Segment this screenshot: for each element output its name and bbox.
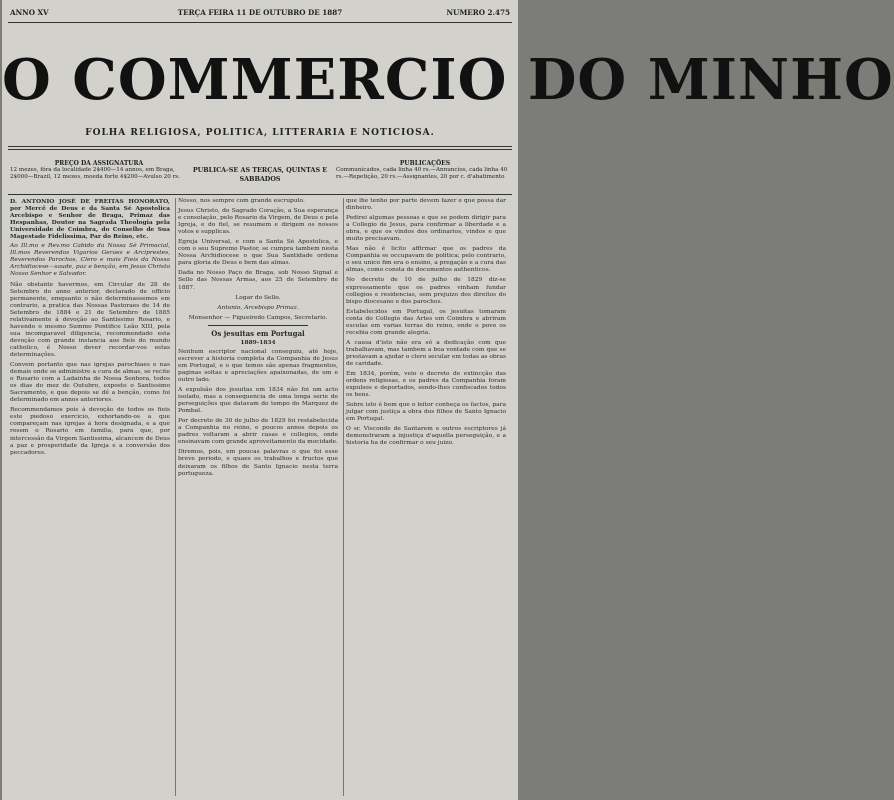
- paragraph: Egreja Universal, e com a Santa Sé Apostolica, e com o seu Supremo Pastor, se cumpra tambem nesta Nossa Archidiocese o que Sua Santidade ordena para gloria de Deus e bem das almas.: [178, 239, 338, 267]
- signature-secretary: Monsenhor — Figueiredo Campos, Secretario.: [188, 314, 328, 321]
- header-top-line: [8, 8, 512, 20]
- article-dates: 1889-1834: [240, 338, 276, 346]
- header-rule-bottom: [8, 194, 512, 195]
- article-columns: [8, 198, 512, 796]
- paragraph: Mas não é licito affirmar que os padres da Companhia se occupavam de politica; pelo contrario, o seu unico fim era o ensino, a pregação e a cura das almas, como consta de documentos authenticos.: [346, 246, 506, 274]
- publications-text: Communicados, cada linha 40 rs.—Annuncios, cada linha 40 rs.—Repetição, 20 rs.—Assignantes, 20 por c. d'abatimento: [336, 167, 508, 180]
- paragraph: No decreto de 10 de julho de 1829 diz-se expressamente que os padres vinham fundar collegios e residencias, sem prejuizo dos direitos do bispo diocesano e dos parochos.: [346, 277, 506, 305]
- header-rule-mid-2: [8, 149, 512, 150]
- seal-line: Logar do Sello.: [235, 294, 281, 301]
- subscription-text: 12 mezes, fóra da localidade 2$400—14 annos, em Braga, 2$000—Brazil, 12 mezes, moeda forte 4$200—Avulso 20 rs.: [10, 167, 180, 180]
- paragraph: O sr. Visconde de Santarem e outros escriptores já demonstraram a injustiça d'aquella perseguição, e a historia ha de confirmar o seu juizo.: [346, 426, 506, 447]
- paragraph: Pedirei algumas pessoas e que se podem dirigir para a Collegio de Jesus, para confirmar a liberdade e a obra, e que os vindos dos ordinarios, vindos e que muito precisavam.: [346, 215, 506, 243]
- paragraph: Não obstante havermos, em Circular de 28 de Setembro do anno anterior, declarado de officio permanente, emquanto o não determinassemos em contrario, a pratica das Nossas Pastoraes de 14 de Setembro de 1884 e 21 de Setembro de 1885 relativamente á devoção ao Santissimo Rosario, e havendo o mesmo Summo Pontifice Leão XIII, pela sua incomparavel diligencia, recommendado esta devoção com grande instancia aos fieis do mundo catholico, é Nosso dever recordar-vos estas determinações.: [10, 281, 170, 358]
- paragraph: A expulsão dos jesuitas em 1834 não foi um acto isolado, mas a consequencia de uma longa serie de perseguições que datavam do tempo do Marquez de Pombal.: [178, 387, 338, 415]
- publications-box: [336, 160, 514, 192]
- column-3: [346, 198, 506, 796]
- paragraph: Estabelecidos em Portugal, os jesuitas tomaram conta do Collegio das Artes em Coimbra e abriram escolas em varias terras do reino, onde o povo os recebia com grande alegria.: [346, 308, 506, 336]
- paragraph: Sobre isto é bom que o leitor conheça os factos, para julgar com justiça a obra dos filhos de Santo Ignacio em Portugal.: [346, 402, 506, 423]
- paragraph: Nosso, nos sempre com grande escrupulo.: [178, 198, 305, 204]
- header-rule-mid: [8, 146, 512, 147]
- newspaper-page: [2, 0, 894, 800]
- section-divider: [208, 325, 308, 326]
- pastoral-heading: D. ANTONIO JOSÉ DE FREITAS HONORATO, por Mercê de Deus e da Santa Sé Apostolica Arcebispo e Senhor de Braga, Primaz das Hespanhas, Doutor na Sagrada Theologia pela Universidade de Coimbra, do Conselho de Sua Magestade Fidelissima, Par do Reino, etc.: [10, 198, 170, 241]
- article-title-jesuitas: Os jesuitas em Portugal: [211, 328, 305, 338]
- paragraph: Dada no Nosso Paço de Braga, sob Nosso Signal e Sello das Nossas Armas, aos 25 de Setembro de 1887.: [178, 270, 338, 291]
- issue-year: ANNO XV: [10, 8, 49, 17]
- paragraph: Nenhum escriptor nacional conseguiu, até hoje, escrever a historia completa da Companhia de Jesus em Portugal, e o que temos são apenas fragmentos, paginas soltas e apreciações apaixonadas, de um e outro lado.: [178, 348, 338, 383]
- paragraph: Por decreto de 30 de julho de 1829 foi restabelecida a Companhia no reino, e poucos annos depois os padres voltaram a abrir casas e collegios, onde ensinavam com grande aproveitamento da mocidade.: [178, 418, 338, 446]
- paragraph: que lhe tenho por parte devem fazer e que possa dar dinheiro.: [346, 198, 506, 212]
- publication-days: PUBLICA-SE AS TERÇAS, QUINTAS E SABBADOS: [192, 166, 328, 183]
- subscription-box: [10, 160, 188, 192]
- masthead-title: O COMMERCIO DO MINHO: [2, 47, 894, 113]
- paragraph: Recommendamos pois á devoção de todos os fieis este piedoso exercicio, exhortando-os a que compareçam nas igrejas á hora designada, e a que resem o Rosario em familia, para que, por intercessão da Virgem Santissima, alcancem de Deus a paz e prosperidade da Igreja e a conversão dos peccadores.: [10, 407, 170, 456]
- issue-number: NUMERO 2.475: [446, 8, 510, 17]
- header-rule-top: [8, 22, 512, 23]
- paragraph: A causa d'isto não era só a dedicação com que trabalhavam, mas tambem a boa vontade com que se prestavam a ajudar o clero secular em todas as obras de caridade.: [346, 339, 506, 367]
- masthead-subtitle: FOLHA RELIGIOSA, POLITICA, LITTERARIA E NOTICIOSA.: [85, 128, 435, 138]
- column-1: [10, 198, 170, 796]
- issue-date: TERÇA FEIRA 11 DE OUTUBRO DE 1887: [177, 8, 343, 17]
- signature-archbishop: Antonio, Arcebispo Primaz.: [217, 304, 299, 311]
- pastoral-address: Ao Ill.mo e Rev.mo Cabido da Nossa Sé Primacial, Ill.mos Reverendos Vigarios Geraes e Arciprestes, Reverendos Parochos, Clero e mais Fieis da Nossa Archidiocese—saude, paz e benção, em Jesus Christo Nosso Senhor e Salvador.: [10, 243, 170, 278]
- subscription-title: PREÇO DA ASSIGNATURA: [54, 160, 144, 167]
- paragraph: Jesus Christo, do Sagrado Coração, a Sua esperança e consolação, pelo Rosario da Virgem, de Deus e pela Igreja, e do fiel, se resumem e dirigem os nossos votos e supplicas.: [178, 208, 338, 236]
- paragraph: Convem portanto que nas igrejas parochiaes e nas demais onde se administre a cura de almas, se recite o Rosario com a Ladainha de Nossa Senhora, todos os dias do mez de Outubro, exposto o Santissimo Sacramento, e que depois se dê a benção, como foi determinado em annos anteriores.: [10, 362, 170, 404]
- paragraph: Em 1834, porém, veio o decreto de extincção das ordens religiosas, e os padres da Companhia foram expulsos e deportados, sendo-lhes confiscados todos os bens.: [346, 371, 506, 399]
- publications-title: PUBLICAÇÕES: [399, 160, 451, 167]
- paragraph: Diremos, pois, em poucas palavras o que foi esse breve periodo, e quaes os trabalhos e fructos que deixaram os filhos de Santo Ignacio nesta terra portugueza.: [178, 449, 338, 477]
- column-2: [178, 198, 338, 796]
